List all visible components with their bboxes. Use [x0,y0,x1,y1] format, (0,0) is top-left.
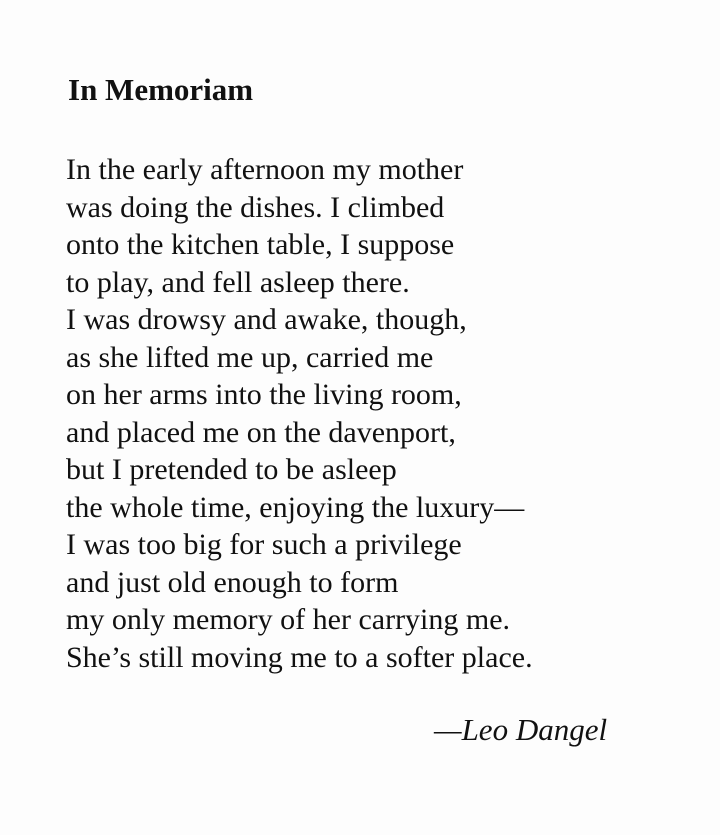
poem-attribution: —Leo Dangel [434,712,608,747]
poem-line: on her arms into the living room, [66,378,462,411]
poem-line: to play, and fell asleep there. [66,265,410,299]
poem-line: but I pretended to be asleep [66,453,397,486]
poem-line: I was drowsy and awake, though, [66,303,467,336]
poem-line: my only memory of her carrying me. [66,603,511,636]
poem-line: I was too big for such a privilege [66,528,462,561]
poem-body [66,151,533,676]
poem-line: as she lifted me up, carried me [66,340,434,374]
poem-line: In the early afternoon my mother [66,153,464,186]
poem-title: In Memoriam [68,72,254,107]
poem-line: and just old enough to form [66,565,399,599]
poem-line: She’s still moving me to a softer place. [66,640,533,674]
poem-line: was doing the dishes. I climbed [66,190,445,224]
poem-line: the whole time, enjoying the luxury— [66,490,525,524]
poem-line: and placed me on the davenport, [66,415,456,449]
poem-line: onto the kitchen table, I suppose [66,228,455,261]
